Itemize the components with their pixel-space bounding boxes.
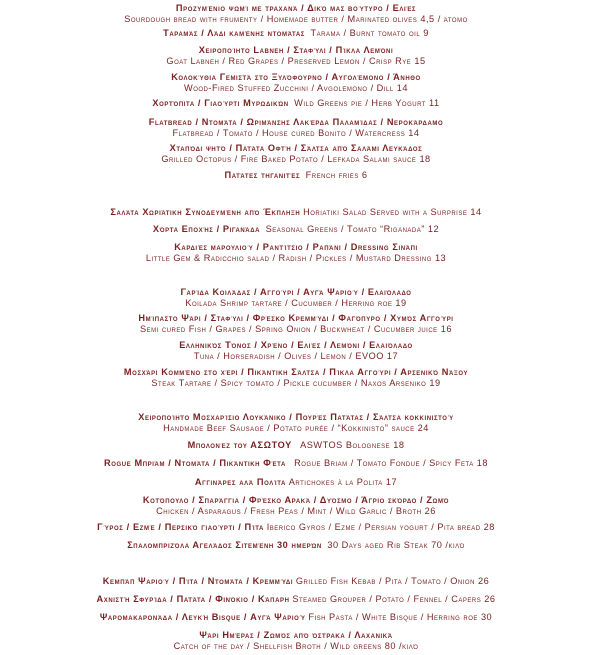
menu-item-tuna bbox=[0, 340, 592, 362]
menu-item-steak-tartare bbox=[0, 367, 592, 389]
greek-name: Σπαλομπριζόλα Αγελάδος Σιτεμένη 30 ημερών bbox=[127, 540, 322, 550]
greek-name: Αγγινάρες αλά Πολίτα bbox=[194, 477, 286, 487]
menu-item-title bbox=[0, 367, 592, 378]
menu-item-title bbox=[0, 287, 592, 298]
greek-name: Χορτόπιτα / Γιαούρτι Μυρωδικών bbox=[152, 98, 289, 108]
english-description: Flatbread / Tomato / House cured Bonito / Watercress 14 bbox=[172, 128, 420, 138]
english-description: Tuna / Horseradish / Olives / Lemon / EVOO 17 bbox=[193, 351, 399, 361]
menu-item-fish-kebab bbox=[0, 576, 592, 587]
greek-name: Γαρίδα Κοιλάδας / Αγγούρι / Αυγά Ψαριού / Ελαιόλαδο bbox=[180, 287, 412, 297]
menu-item-title bbox=[0, 224, 592, 235]
menu-item-title bbox=[0, 207, 592, 218]
menu-item-title bbox=[0, 458, 592, 469]
menu-item-zucchini bbox=[0, 72, 592, 94]
menu-item-title bbox=[0, 630, 592, 641]
english-description: Artichokes à la Polita 17 bbox=[288, 477, 398, 487]
menu-item-rib-steak bbox=[0, 540, 592, 551]
english-description: Handmade Beef Sausage / Potato purée / “Kokkinisto” sauce 24 bbox=[163, 423, 429, 433]
menu-item-chicken bbox=[0, 495, 592, 517]
menu-item-grouper bbox=[0, 594, 592, 605]
menu-item-title bbox=[0, 242, 592, 253]
menu-item-title bbox=[0, 522, 592, 533]
english-description: Wood-Fired Stuffed Zucchini / Avgolemono / Dill 14 bbox=[184, 83, 408, 93]
menu-item-title bbox=[0, 440, 592, 451]
menu-item-semi-cured-fish bbox=[0, 313, 592, 335]
english-description: Chicken / Asparagus / Fresh Peas / Mint / Wild Garlic / Broth 26 bbox=[156, 506, 436, 516]
greek-name: Ελληνικός Τόνος / Χρένο / Ελιές / Λεμόνι / Ελαιόλαδο bbox=[179, 340, 413, 350]
english-description: Tarama / Burnt tomato oil 9 bbox=[310, 28, 429, 38]
menu-item-catch-of-the-day bbox=[0, 630, 592, 652]
greek-name: Αχνιστή Σφυρίδα / Πατάτα / Φινόκιο / Κάπαρη bbox=[96, 594, 290, 604]
menu-item-title bbox=[0, 72, 592, 83]
menu-item-labneh bbox=[0, 45, 592, 67]
english-description: Catch of the day / Shellfish Broth / Wild greens 80 /κιλό bbox=[173, 641, 419, 651]
greek-name: Κεμπάπ Ψαριού / Πίτα / Ντομάτα / Κρεμμύδι bbox=[102, 576, 294, 586]
english-description: Steamed Grouper / Potato / Fennel / Capers 26 bbox=[292, 594, 496, 604]
english-description: Little Gem & Radicchio salad / Radish / Pickles / Mustard Dressing 13 bbox=[145, 253, 447, 263]
menu-item-title bbox=[0, 495, 592, 506]
english-description: Horiatiki Salad Served with a Surprise 14 bbox=[303, 207, 482, 217]
greek-name: Χειροποίητο Labneh / Σταφύλι / Πίκλα Λεμόνι bbox=[198, 45, 394, 55]
greek-name: Κολοκύθια Γεμιστά στο Ξυλόφουρνο / Αυγολέμονο / Άνηθο bbox=[171, 72, 421, 82]
english-description: French fries 6 bbox=[305, 170, 368, 180]
menu-item-title bbox=[0, 477, 592, 488]
menu-item-title bbox=[0, 170, 592, 181]
english-description: Fish Pasta / White Bisque / Herring roe 30 bbox=[308, 612, 493, 622]
greek-name: Χειροποίητο Μοσχαρίσιο Λουκάνικο / Πουρές Πατάτας / Σάλτσα κοκκινιστού bbox=[138, 412, 454, 422]
menu-item-title bbox=[0, 3, 592, 14]
menu-item-fries bbox=[0, 170, 592, 181]
menu-item-title bbox=[0, 98, 592, 109]
menu-item-hortopita bbox=[0, 98, 592, 109]
greek-name: Μπολονέζ του ΑΣΩΤΟΥ bbox=[187, 440, 292, 450]
english-description: Wild Greens pie / Herb Yogurt 11 bbox=[294, 98, 440, 108]
menu-item-title bbox=[0, 612, 592, 623]
menu-item-title bbox=[0, 45, 592, 56]
menu-item-title bbox=[0, 143, 592, 154]
greek-name: Ψαρομακαρονάδα / Λευκή Bisque / Αυγά Ψαριού bbox=[99, 612, 306, 622]
menu-item-horiatiki bbox=[0, 207, 592, 218]
menu-item-title bbox=[0, 313, 592, 324]
greek-name: Χταπόδι ψητό / Πατάτα Οφτή / Σάλτσα από Σαλάμι Λευκάδος bbox=[169, 143, 423, 153]
menu-item-title bbox=[0, 540, 592, 551]
menu-item-little-gem bbox=[0, 242, 592, 264]
greek-name: Χόρτα Εποχής / Ριγανάδα bbox=[152, 224, 261, 234]
greek-name: Flatbread / Ντομάτα / Ωριμάνσης Λακέρδα Παλαμίδας / Νεροκάρδαμο bbox=[148, 117, 444, 127]
menu-item-title bbox=[0, 340, 592, 351]
menu-item-title bbox=[0, 28, 592, 39]
english-description: Goat Labneh / Red Grapes / Preserved Lemon / Crisp Rye 15 bbox=[166, 56, 426, 66]
english-description: Semi cured Fish / Grapes / Spring Onion / Buckwheat / Cucumber juice 16 bbox=[140, 324, 452, 334]
menu-item-greens bbox=[0, 224, 592, 235]
menu-item-bread bbox=[0, 3, 592, 25]
menu-item-beef-sausage bbox=[0, 412, 592, 434]
menu-item-taramas bbox=[0, 28, 592, 39]
greek-name: Σαλάτα Χωριάτικη Συνοδευμένη από Έκπληξη bbox=[110, 207, 301, 217]
english-description: Iberico Gyros / Ezme / Persian yogurt / Pita bread 28 bbox=[266, 522, 495, 532]
greek-name: Μοσχάρι Κομμένο στο χέρι / Πικάντικη Σάλτσα / Πίκλα Αγγούρι / Αρσενικό Νάξου bbox=[123, 367, 469, 377]
greek-name: Ταραμάς / Λάδι καμένης ντομάτας bbox=[163, 28, 305, 38]
greek-name: Rogue Μπριάμ / Ντομάτα / Πικάντικη Φέτα bbox=[104, 458, 286, 468]
english-description: Seasonal Greens / Tomato “Riganada” 12 bbox=[265, 224, 440, 234]
greek-name: Ψάρι Ημέρας / Ζωμός από όστρακα / Λαχανικά bbox=[199, 630, 393, 640]
menu-item-octopus bbox=[0, 143, 592, 165]
english-description: ASWTOS Bolognese 18 bbox=[300, 440, 405, 450]
menu-item-title bbox=[0, 594, 592, 605]
english-description: Grilled Octopus / Fire Baked Potato / Lefkada Salami sauce 18 bbox=[161, 154, 431, 164]
greek-name: Προζυμένιο ψωμί με τραχανά / Δικό μας βούτυρο / Ελιές bbox=[175, 3, 417, 13]
english-description: Koilada Shrimp tartare / Cucumber / Herring roe 19 bbox=[185, 298, 407, 308]
menu-item-title bbox=[0, 117, 592, 128]
english-description: Rogue Briam / Tomato Fondue / Spicy Feta 18 bbox=[294, 458, 488, 468]
greek-name: Γύρος / Εζμέ / Περσικό γιαούρτι / Πίτα bbox=[97, 522, 264, 532]
greek-name: Κοτόπουλο / Σπαράγγια / Φρέσκο Αρακά / Δυόσμο / Άγριο σκόρδο / Ζωμό bbox=[142, 495, 450, 505]
menu-item-gyros bbox=[0, 522, 592, 533]
menu-item-fish-pasta bbox=[0, 612, 592, 623]
menu-item-bolognese bbox=[0, 440, 592, 451]
english-description: 30 Days aged Rib Steak 70 /κιλό bbox=[327, 540, 465, 550]
menu-item-shrimp bbox=[0, 287, 592, 309]
english-description: Sourdough bread with frumenty / Homemade butter / Marinated olives 4,5 / άτομο bbox=[124, 14, 468, 24]
english-description: Grilled Fish Kebab / Pita / Tomato / Onion 26 bbox=[295, 576, 490, 586]
greek-name: Ημίπαστο Ψάρι / Σταφύλι / Φρέσκο Κρεμμύδι / Φαγόπυρο / Χυμός Αγγούρι bbox=[138, 313, 454, 323]
menu-item-flatbread bbox=[0, 117, 592, 139]
greek-name: Πατάτες τηγανιτές bbox=[224, 170, 301, 180]
menu-item-title bbox=[0, 412, 592, 423]
menu-item-title bbox=[0, 576, 592, 587]
greek-name: Καρδιές μαρουλιού / Ραντίτσιο / Ραπάνι / Dressing Σινάπι bbox=[174, 242, 418, 252]
english-description: Steak Tartare / Spicy tomato / Pickle cucumber / Naxos Arseniko 19 bbox=[151, 378, 441, 388]
menu-item-briam bbox=[0, 458, 592, 469]
menu-item-artichokes bbox=[0, 477, 592, 488]
